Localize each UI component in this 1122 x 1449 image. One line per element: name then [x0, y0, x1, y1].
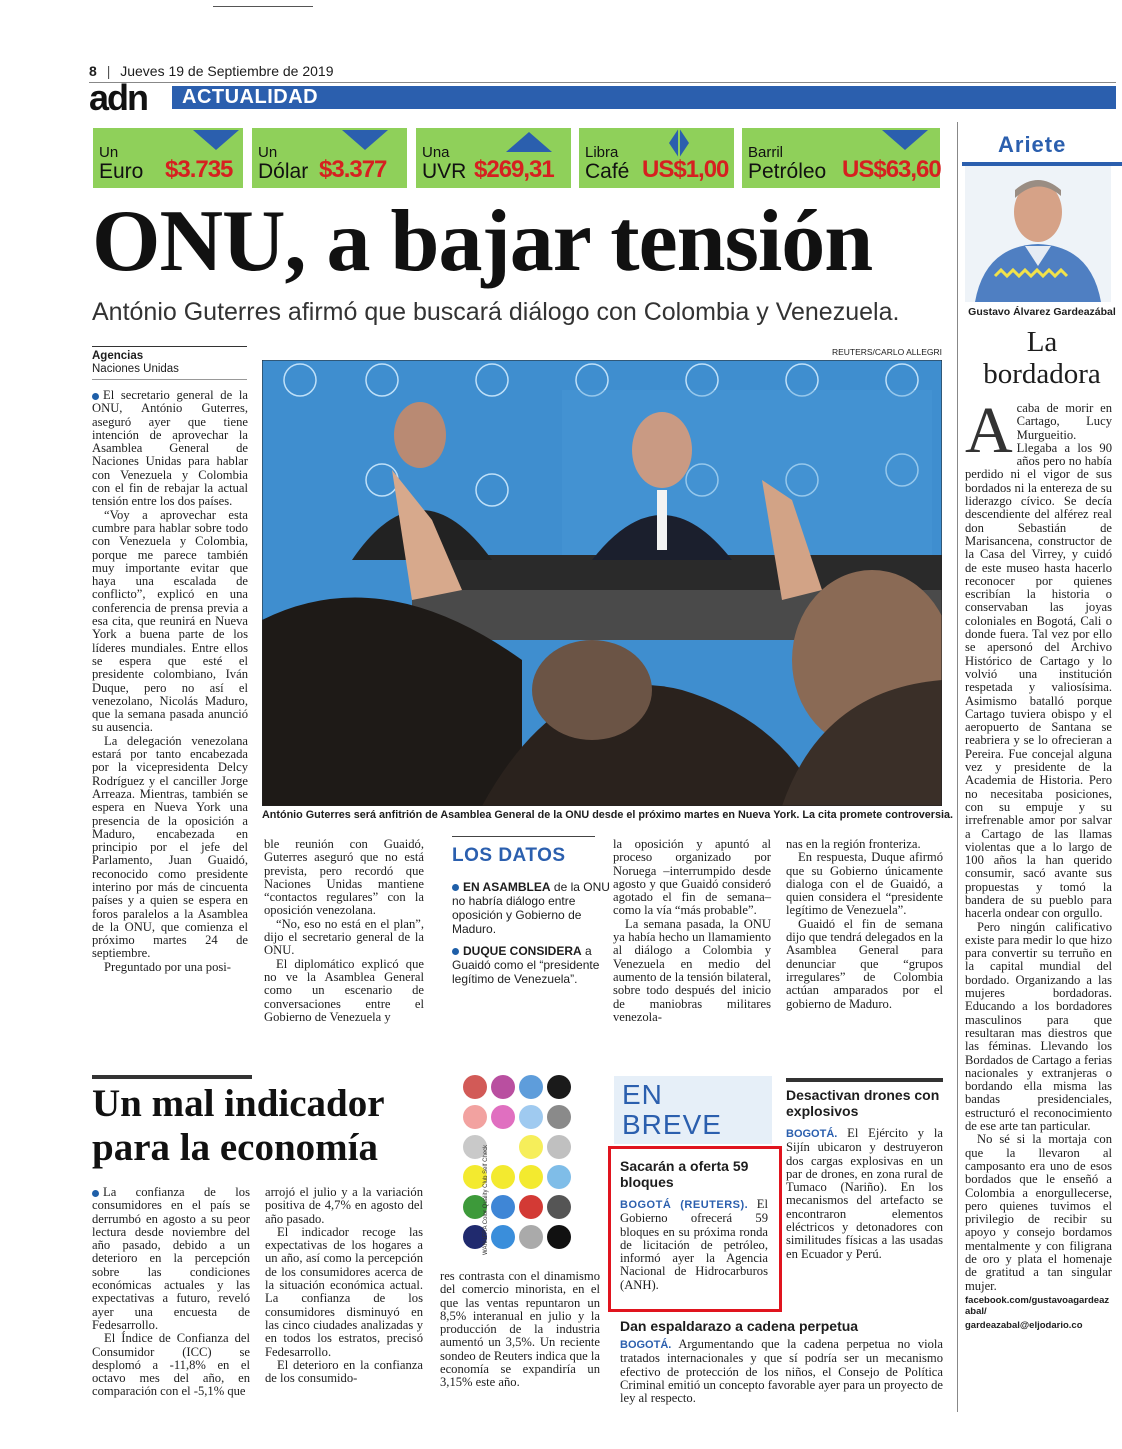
- page-date: Jueves 19 de Septiembre de 2019: [120, 63, 334, 79]
- ariete-body: Acaba de morir en Cartago, Lucy Murgueitio. Llegaba a los 90 años pero no había perdido ni el vigor de sus bordados ni la entereza de su liderazgo cívico. Se decía descendiente del alférez real don Sebastián de Marisancena, constructor de la Casa del Virrey, y cuidó de este museo hasta hacerlo reconocer por quienes escribían la historia o conservaban las joyas coloniales en Bogotá, Cali o donde fuera. Tal vez por ello se apersonó del Archivo Histórico de Cartago y lo volvió una institución respetada y valiosísima. Asimismo batalló porque Cartago tuviera obispo y el aeropuerto de Santana se reabriera y se lo ofrecieran a Pereira. Fue concejal alguna vez y presidente de la Academia de Historia. Pero no necesitaba posiciones, con su empuje y su irrefrenable amor por salvar a Cartago de las llamas violentas que a lo largo de 100 años la han querido consumir, sacó avante sus propuestas y tomó la bandera de su pueblo para hacerla ondear con orgullo. Pero ningún calificativo existe para medir lo que hizo para convertir su terruño en la capital mundial del bordado. Organizando a las mujeres bordadoras. Educando a los bordadores masculinos para que resultaran mas diestros que las féminas. Llevando los Bordados de Cartago a ferias nacionales y extranjeras o bordando ella misma las bandas presidenciales, estructuró el reconocimiento de ese arte tan particular. No sé si la mortaja con que la llevaron al camposanto era uno de esos bordados que le enseñó a Colombia a enorgullecerse, pero quienes tuvimos el privilegio de recibir su apoyo y consejo bordamos mentalmente y con filigrana de oro y plata el homenaje de gratitud a tan singular mujer. facebook.com/gustavoagardeazabal/ gardeazabal@eljodario.co: [965, 394, 1112, 1331]
- main-headline: ONU, a bajar tensión: [92, 193, 873, 290]
- trend-equal-icon: [669, 128, 693, 158]
- bullet-icon: [92, 393, 99, 400]
- byline-name: Agencias: [92, 350, 144, 362]
- trend-down-icon: [193, 130, 239, 152]
- page-number: 8: [89, 63, 97, 79]
- ticker-petroleo: Barril Petróleo US$63,60: [742, 128, 940, 188]
- author-photo: [965, 166, 1111, 302]
- page-header: 8 | Jueves 19 de Septiembre de 2019: [89, 63, 334, 79]
- ticker-cafe: Libra Café US$1,00: [579, 128, 734, 188]
- main-subhead: António Guterres afirmó que buscará diálogo con Colombia y Venezuela.: [92, 298, 900, 326]
- ariete-title: La bordadora: [983, 326, 1101, 390]
- trend-down-icon: [342, 130, 388, 152]
- photo-credit: REUTERS/CARLO ALLEGRI: [831, 347, 942, 357]
- section-bar: [172, 86, 1116, 109]
- contact-email: gardeazabal@eljodario.co: [965, 1319, 1083, 1331]
- dropcap: A: [965, 394, 1013, 467]
- main-column-1: El secretario general de la ONU, António Guterres, aseguró ayer que tiene intención de aprovechar la Asamblea General de Naciones Unidas para hablar con Venezuela y Colombia con el fin de rebajar la actual tensión entre los dos países. “Voy a aprovechar esta cumbre para hablar sobre todo con Venezuela y Colombia, porque me parece también muy importante evitar que haya una escalada de conflicto”, explicó en una conferencia de prensa previa a esa cita, que reunirá en Nueva York a buena parte de los líderes mundiales. Entre ellos se espera que esté el presidente colombiano, Iván Duque, pero no así el venezolano, Nicolás Maduro, que la semana pasada anunció su ausencia. La delegación venezolana estará por tanto encabezada por la vicepresidenta Delcy Rodríguez y el canciller Jorge Arreaza. Mientras, también se espera en Nueva York una presencia de la oposición a Maduro, encabezada en principio por el jefe del Parlamento, Juan Guaidó, reconocido como presidente interino por más de cincuenta países y a quien se espera en foros paralelos a la Asamblea de la ONU, que comienza el próximo martes 24 de septiembre. Preguntado por una posi-: [92, 388, 248, 974]
- breve-item-3: Dan espaldarazo a cadena perpetua BOGOTÁ. Argumentando que la cadena perpetua no viola tratados internacionales y que sí podría ser un mecanismo efectivo de protección de los niños, el Consejo de Política Criminal emitió un concepto favorable ayer para un proyecto de ley al respecto.: [620, 1318, 943, 1406]
- contact-facebook: facebook.com/gustavoagardeazabal/: [965, 1294, 1110, 1317]
- economy-column-2: arrojó el julio y a la variación positiva de 4,7% en agosto del año pasado. El indicador recoge las expectativas de los hogares a un año, así como la percepción de los consumidores acerca de la situación económica actual. La confianza de los consumidores disminuyó en las cinco ciudades analizadas y en todos los estratos, precisó Fedesarrollo. El deterioro en la confianza de los consumido-: [265, 1185, 423, 1386]
- main-column-4: la oposición y apuntó al proceso organizado por Noruega –interrumpido desde agosto y que Guaidó consideró agotado el fin de semana– como la vía “más probable”. La semana pasada, la ONU ya había hecho un llamamiento al diálogo a Colombia y Venezuela en medio del aumento de la tensión bilateral, sobre todo después del inicio de maniobras militares venezola-: [613, 837, 771, 1024]
- section-label: ACTUALIDAD: [182, 86, 319, 108]
- news-photo: [262, 360, 942, 806]
- datos-title: LOS DATOS: [452, 845, 566, 866]
- main-column-2: ble reunión con Guaidó, Guterres aseguró que no está prevista, pero recordó que Naciones Unidas mantiene “contactos regulares” con la oposición venezolana. “No, eso no está en el plan”, dijo el secretario general de la ONU. El diplomático explicó que no ve la Asamblea General como un escenario de conversaciones entre el Gobierno de Venezuela y: [264, 837, 424, 1024]
- main-column-5: nas en la región fronteriza. En respuesta, Duque afirmó que su Gobierno únicamente dialoga con el de Guaidó, a quien considera el “presidente legítimo de Venezuela”. Guaidó el fin de semana dijo que tendrá delegados en la Asamblea General para denunciar que “grupos irregulares” de Colombia actúan amparados por el gobierno de Maduro.: [786, 837, 943, 1011]
- trend-up-icon: [506, 132, 552, 154]
- ticker-dolar: Un Dólar $3.377: [252, 128, 407, 188]
- datos-list: EN ASAMBLEA de la ONU no habría diálogo entre oposición y Gobierno de Maduro. DUQUE CONSIDERA a Guaidó como el “presidente legítimo de Venezuela”.: [452, 880, 610, 986]
- brand-logo: adn: [89, 77, 148, 118]
- photo-caption: António Guterres será anfitrión de Asamblea General de la ONU desde el próximo martes en Nueva York. La cita promete controversia.: [262, 809, 954, 821]
- color-quality-bar: WAN-IFRA Color Quality Club Self Check: [455, 1075, 605, 1265]
- author-name: Gustavo Álvarez Gardeazábal: [968, 306, 1116, 318]
- ticker-uvr: Una UVR $269,31: [416, 128, 571, 188]
- breve-label-box: EN BREVE: [614, 1076, 772, 1144]
- breve-item-2: Desactivan drones con explosivos BOGOTÁ. El Ejército y la Sijín ubicaron y destruyeron dos cargas explosivas en un par de drones, en zona rural de Tumaco (Nariño). En los mecanismos del artefacto se encontraron elementos eléctricos y detonadores con similitudes físicas a las usadas en Ecuador y Perú.: [786, 1087, 943, 1261]
- trend-down-icon: [882, 130, 928, 152]
- economy-headline: Un mal indicador para la economía: [92, 1082, 385, 1169]
- economy-column-1: La confianza de los consumidores en el país se derrumbó en agosto a su peor lectura desde noviembre del año pasado, debido a un deterioro en la percepción sobre las condiciones económicas actuales y las expectativas a futuro, reveló ayer una encuesta de Fedesarrollo. El Índice de Confianza del Consumidor (ICC) se desplomó a -11,8% en el octavo mes del año, en comparación con el -5,1% que: [92, 1185, 250, 1399]
- ariete-header: Ariete: [962, 128, 1122, 166]
- ticker-euro: Un Euro $3.735: [93, 128, 243, 188]
- byline-place: Naciones Unidas: [92, 363, 179, 375]
- breve-item-1: Sacarán a oferta 59 bloques BOGOTÁ (REUTERS). El Gobierno ofrecerá 59 bloques en su próxima ronda de licitación de petróleo, informó ayer la Agencia Nacional de Hidrocarburos (ANH).: [620, 1158, 768, 1292]
- economy-column-3: res contrasta con el dinamismo del comercio minorista, en el que las ventas repuntaron un 8,5% interanual en julio y la producción de la industria aumentó un 3,5%. Un reciente sondeo de Reuters indica que la economía se expandiría un 3,15% este año.: [440, 1269, 600, 1390]
